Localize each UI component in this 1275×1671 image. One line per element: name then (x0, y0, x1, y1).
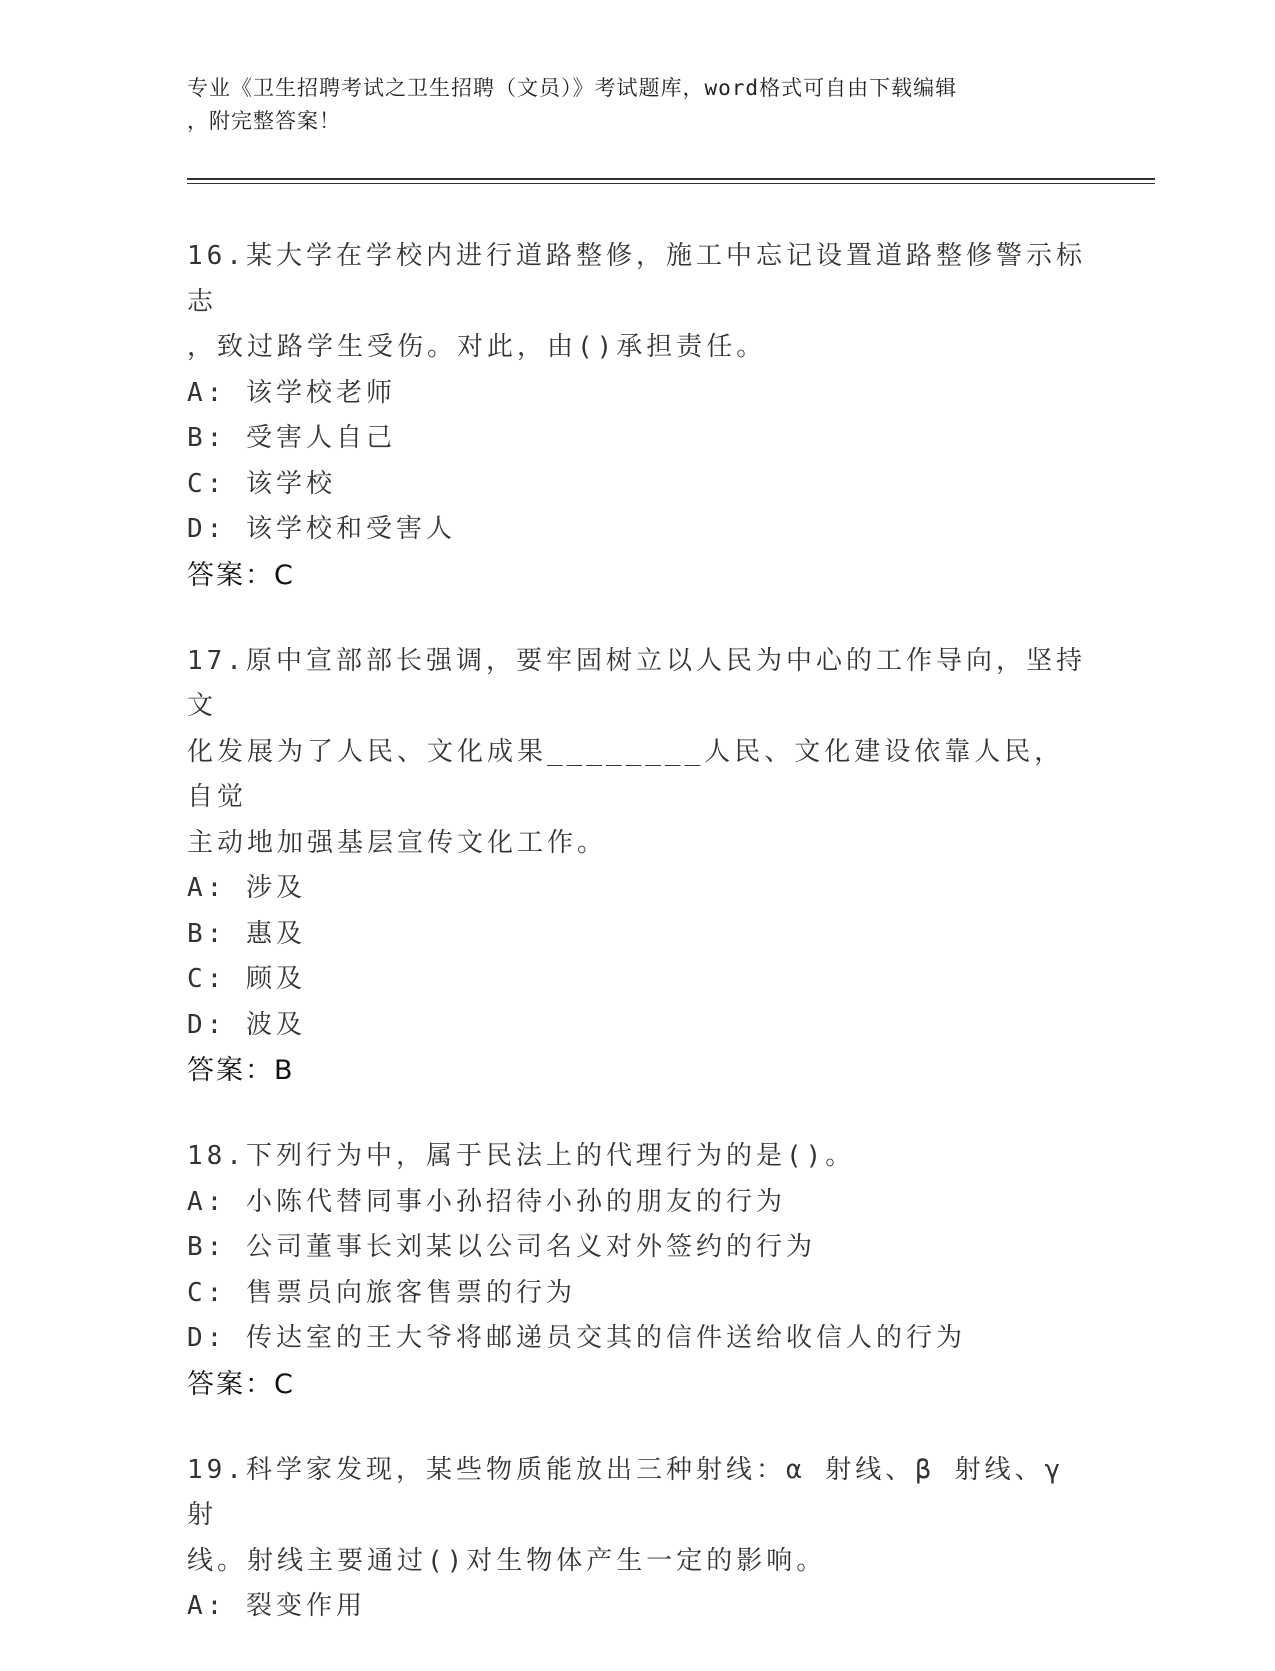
answer-label: 答案：B (187, 1055, 295, 1086)
question-list (187, 234, 1087, 1671)
answer-label: 答案：C (187, 559, 295, 591)
option-a: A: 小陈代替同事小孙招待小孙的朋友的行为 (187, 1186, 786, 1217)
option-c: C: 该学校 (187, 468, 336, 499)
question-17 (187, 639, 1087, 1094)
option-d: D: 波及 (187, 1009, 306, 1040)
question-stem: 19.科学家发现，某些物质能放出三种射线：α 射线、β 射线、γ 射 线。射线主要通过()对生物体产生一定的影响。 (187, 1454, 1065, 1576)
option-b: B: 公司董事长刘某以公司名义对外签约的行为 (187, 1232, 816, 1262)
option-d: D: 该学校和受害人 (187, 514, 456, 544)
option-d: D: 传达室的王大爷将邮递员交其的信件送给收信人的行为 (187, 1323, 966, 1353)
option-a: A: 该学校老师 (187, 377, 396, 408)
option-b: B: 受害人自己 (187, 423, 396, 453)
question-19 (187, 1448, 1087, 1630)
option-c: C: 售票员向旅客售票的行为 (187, 1277, 576, 1308)
option-c: C: 顾及 (187, 964, 306, 994)
header-divider-thick (187, 178, 1155, 180)
question-16 (187, 234, 1087, 598)
answer-label: 答案：C (187, 1368, 295, 1400)
question-stem: 16.某大学在学校内进行道路整修，施工中忘记设置道路整修警示标志 ，致过路学生受伤。对此，由()承担责任。 (187, 241, 1086, 362)
header-divider-thin (187, 183, 1155, 184)
option-a: A: 涉及 (187, 873, 306, 903)
option-b: B: 惠及 (187, 918, 306, 949)
option-a: A: 裂变作用 (187, 1591, 366, 1621)
question-18 (187, 1134, 1087, 1407)
document-header: 专业《卫生招聘考试之卫生招聘（文员）》考试题库，word格式可自由下载编辑 ，附完整答案！ (187, 76, 958, 133)
question-stem: 18.下列行为中，属于民法上的代理行为的是()。 (187, 1141, 856, 1171)
question-stem: 17.原中宣部部长强调，要牢固树立以人民为中心的工作导向，坚持文 化发展为了人民、文化成果________人民、文化建设依靠人民，自觉 主动地加强基层宣传文化工作。 (187, 645, 1086, 858)
